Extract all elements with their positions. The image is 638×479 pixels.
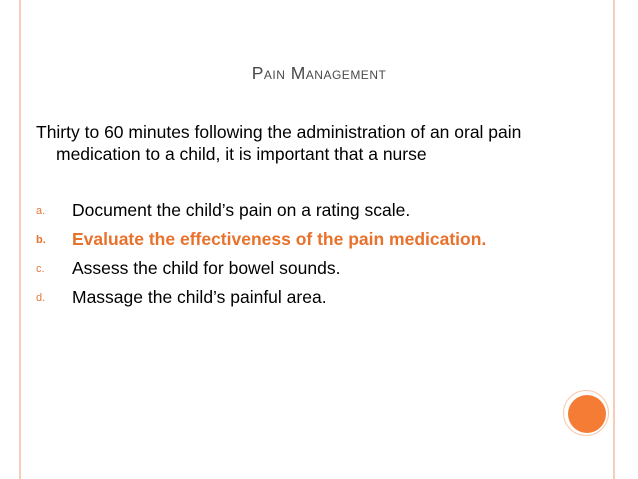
option-c-letter: c. — [36, 263, 45, 275]
option-c — [36, 257, 576, 279]
option-d-letter: d. — [36, 292, 46, 304]
option-b-letter: b. — [36, 234, 46, 246]
option-a-letter: a. — [36, 205, 46, 217]
option-b-correct — [36, 228, 576, 250]
decorative-orange-circle — [568, 395, 606, 433]
option-a-text: Document the child’s pain on a rating scale. — [72, 200, 411, 220]
option-c-text: Assess the child for bowel sounds. — [72, 258, 341, 278]
slide-title: Pain Management — [251, 63, 387, 83]
question-text: Thirty to 60 minutes following the administration of an oral pain medication to a child, it is important that a nurse — [36, 122, 522, 164]
answer-options-list — [36, 199, 576, 315]
option-b-text: Evaluate the effectiveness of the pain medication. — [72, 229, 487, 249]
option-d-text: Massage the child’s painful area. — [72, 287, 327, 307]
option-a — [36, 199, 576, 221]
option-d — [36, 286, 576, 308]
